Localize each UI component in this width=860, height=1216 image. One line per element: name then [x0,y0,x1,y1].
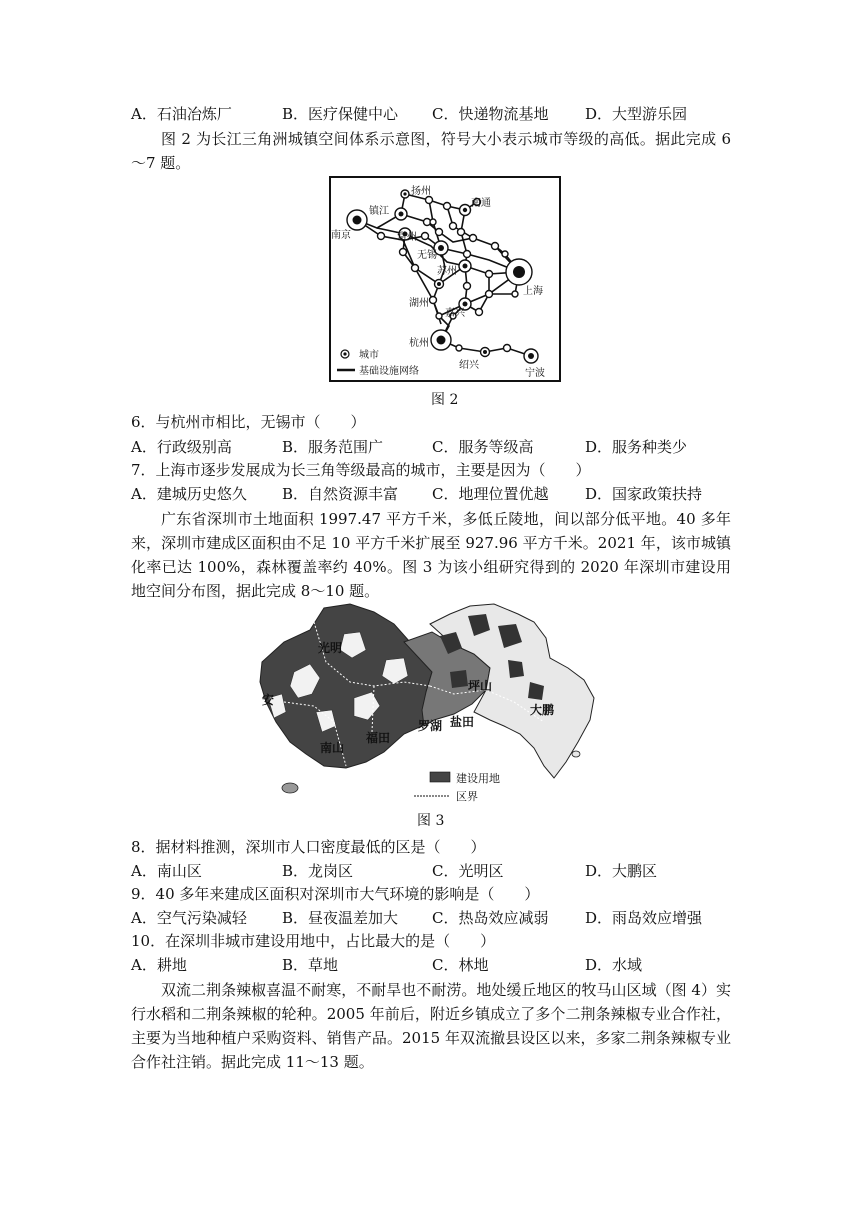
q7-option-b: B．自然资源丰富 [282,485,399,503]
district-label-pingshan: 坪山 [468,679,493,693]
q5-option-c: C．快递物流基地 [432,105,549,123]
q5-options [131,104,731,124]
q10-stem: 10．在深圳非城市建设用地中，占比最大的是（ ） [131,932,496,950]
figure-2-map [329,176,561,382]
q8-option-d: D．大鹏区 [585,862,658,880]
legend-network-label: 基础设施网络 [359,366,419,377]
city-label-nantong: 南通 [471,198,491,209]
district-label-an: 安 [262,693,275,707]
q7-stem: 7．上海市逐步发展成为长三角等级最高的城市，主要是因为（ ） [131,461,591,479]
q9-options [131,908,731,928]
district-label-yantian: 盐田 [450,715,475,729]
district-label-nanshan: 南山 [320,741,345,755]
city-label-jiaxing: 嘉兴 [445,308,465,319]
q6-options [131,437,731,457]
q10-option-a: A．耕地 [131,956,187,974]
city-label-shaoxing: 绍兴 [459,360,479,371]
city-label-nanjing: 南京 [331,230,351,241]
legend-boundary-label: 区界 [456,790,478,802]
q9-option-a: A．空气污染减轻 [131,909,247,927]
q8-option-a: A．南山区 [131,862,202,880]
q9-option-d: D．雨岛效应增强 [585,909,703,927]
legend-city-label: 城市 [359,350,379,361]
q8-stem: 8．据材料推测，深圳市人口密度最低的区是（ ） [131,838,486,856]
figure-3-map [254,602,598,802]
district-label-futian: 福田 [366,731,391,745]
city-label-wuxi: 无锡 [417,250,437,261]
q10-option-b: B．草地 [282,956,339,974]
q6-option-b: B．服务范围广 [282,438,384,456]
district-label-guangming: 光明 [318,641,343,655]
q8-option-c: C．光明区 [432,862,504,880]
city-label-huzhou: 湖州 [409,298,429,309]
q6-stem: 6．与杭州市相比，无锡市（ ） [131,413,366,431]
city-label-hangzhou: 杭州 [409,338,429,349]
q7-options [131,484,731,504]
legend-build-label: 建设用地 [456,772,500,785]
city-label-shanghai: 上海 [523,286,543,297]
q7-option-c: C．地理位置优越 [432,485,549,503]
q6-option-a: A．行政级别高 [131,438,232,456]
figure-2-caption: 图 2 [431,392,459,408]
intro-8-10: 广东省深圳市土地面积 1997.47 平方千米，多低丘陵地，间以部分低平地。40 多年来，深圳市建成区面积由不足 10 平方千米扩展至 927.96 平方千米。2021 年，该市城镇化率已达 100%，森林覆盖率约 40%。图 3 为该小组研究得到的 2020 年深圳市建设用地空间分布图，据此完成 8～10 题。 [131,510,731,600]
q9-option-c: C．热岛效应减弱 [432,909,549,927]
q7-option-a: A．建城历史悠久 [131,485,247,503]
city-label-changzhou: 常州 [397,232,417,243]
q9-stem: 9．40 多年来建成区面积对深圳市大气环境的影响是（ ） [131,885,540,903]
q5-option-b: B．医疗保健中心 [282,105,399,123]
figure-3-legend [414,771,500,802]
q7-option-d: D．国家政策扶持 [585,485,703,503]
city-label-suzhou: 苏州 [437,266,457,277]
q10-option-d: D．水域 [585,956,643,974]
q5-option-a: A．石油冶炼厂 [131,105,232,123]
district-label-dapeng: 大鹏 [530,703,555,717]
q8-option-b: B．龙岗区 [282,862,354,880]
q6-option-c: C．服务等级高 [432,438,534,456]
city-label-ningbo: 宁波 [525,368,545,379]
intro-6-7: 图 2 为长江三角洲城镇空间体系示意图，符号大小表示城市等级的高低。据此完成 6～7 题。 [131,130,731,172]
q5-option-d: D．大型游乐园 [585,105,688,123]
q6-option-d: D．服务种类少 [585,438,688,456]
q10-option-c: C．林地 [432,956,489,974]
city-label-zhenjiang: 镇江 [369,206,389,217]
figure-3-caption: 图 3 [417,813,445,829]
district-label-luohu: 罗湖 [418,719,443,733]
q8-options [131,861,731,881]
q9-option-b: B．昼夜温差加大 [282,909,399,927]
intro-11-13: 双流二荆条辣椒喜温不耐寒，不耐旱也不耐涝。地处缓丘地区的牧马山区域（图 4）实行水稻和二荆条辣椒的轮种。2005 年前后，附近乡镇成立了多个二荆条辣椒专业合作社，主要为当地种植户采购资料、销售产品。2015 年双流撤县设区以来，多家二荆条辣椒专业合作社注销。据此完成 11～13 题。 [131,981,731,1071]
q10-options [131,955,731,975]
city-label-yangzhou: 扬州 [411,186,431,197]
